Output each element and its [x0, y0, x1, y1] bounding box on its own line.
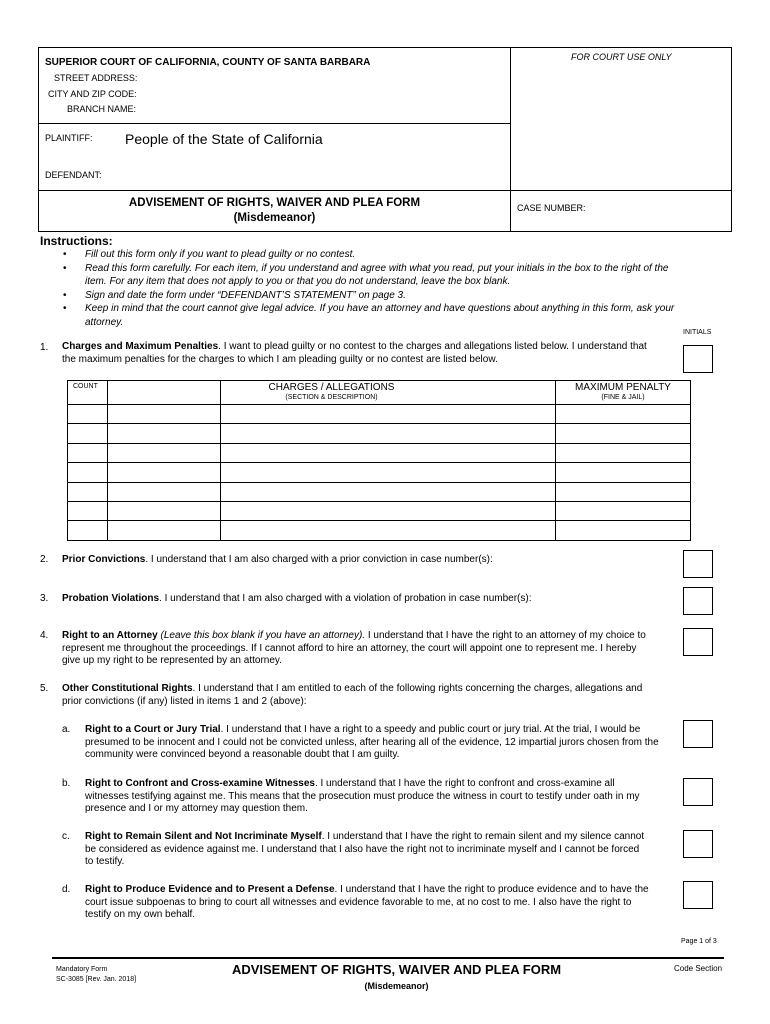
penalty-cell[interactable]	[556, 463, 691, 482]
section-cell[interactable]	[108, 463, 221, 482]
section-body: I understand that I have the right to an attorney of my choice to represent me throughout the proceedings. If I cannot afford to hire an attorney, the court will appoint one to represent me. I hereby give up my right to be represented by an attorney.	[62, 630, 646, 667]
section-5a-text	[85, 724, 673, 762]
section-1-text	[62, 341, 657, 366]
section-body: . I understand that I have a right to a speedy and public court or jury trial. At the trial, I would be presumed to be innocent and I could not be convicted unless, after hearing all of the evidence, 12 impartial jurors chosen from the community were convinced beyond a reasonable doubt that I am guilty.	[85, 724, 659, 761]
charges-table	[67, 380, 691, 541]
table-header-row	[68, 381, 691, 405]
penalty-header-text: MAXIMUM PENALTY	[575, 382, 671, 393]
street-address-label: STREET ADDRESS:	[54, 73, 138, 83]
section-note: (Leave this box blank if you have an attorney).	[157, 630, 366, 641]
penalty-header	[556, 381, 691, 405]
section-cell[interactable]	[108, 424, 221, 443]
charges-subheader-text: (SECTION & DESCRIPTION)	[285, 394, 378, 401]
mandatory-form-label: Mandatory Form	[56, 966, 108, 973]
subsection-letter: a.	[62, 724, 71, 735]
penalty-subheader-text: (FINE & JAIL)	[601, 394, 645, 401]
table-row	[68, 521, 691, 540]
case-number-label: CASE NUMBER:	[517, 203, 586, 213]
court-use-label: FOR COURT USE ONLY	[571, 52, 672, 62]
instructions-heading: Instructions:	[40, 234, 113, 248]
subsection-letter: d.	[62, 884, 71, 895]
charges-header	[221, 381, 556, 405]
section-title: Right to Remain Silent and Not Incriminate Myself	[85, 831, 322, 842]
section-number: 3.	[40, 593, 49, 604]
count-cell[interactable]	[68, 424, 108, 443]
code-section-label: Code Section	[674, 964, 723, 973]
table-row	[68, 424, 691, 443]
section-body: . I understand that I am also charged with a prior conviction in case number(s):	[145, 554, 493, 565]
count-cell[interactable]	[68, 482, 108, 501]
penalty-cell[interactable]	[556, 405, 691, 424]
section-title: Right to Confront and Cross-examine Witnesses	[85, 778, 315, 789]
table-row	[68, 482, 691, 501]
charges-header-text: CHARGES / ALLEGATIONS	[268, 382, 395, 393]
initials-box[interactable]	[683, 550, 713, 578]
form-title-text: ADVISEMENT OF RIGHTS, WAIVER AND PLEA FORM	[128, 197, 421, 209]
section-cell[interactable]	[108, 443, 221, 462]
section-title: Right to a Court or Jury Trial	[85, 724, 221, 735]
table-row	[68, 405, 691, 424]
table-row	[68, 501, 691, 520]
description-cell[interactable]	[221, 463, 556, 482]
header-rule	[38, 123, 511, 124]
initials-box[interactable]	[683, 587, 713, 615]
count-cell[interactable]	[68, 521, 108, 540]
section-number: 2.	[40, 554, 49, 565]
initials-box[interactable]	[683, 881, 713, 909]
section-title: Right to an Attorney	[62, 630, 158, 641]
count-cell[interactable]	[68, 501, 108, 520]
defendant-label: DEFENDANT:	[45, 170, 102, 180]
description-cell[interactable]	[221, 521, 556, 540]
section-number: 1.	[40, 342, 49, 353]
initials-box[interactable]	[683, 830, 713, 858]
description-cell[interactable]	[221, 501, 556, 520]
table-row	[68, 463, 691, 482]
penalty-cell[interactable]	[556, 443, 691, 462]
section-body: . I understand that I am also charged with a violation of probation in case number(s):	[159, 593, 532, 604]
branch-name-label: BRANCH NAME:	[67, 104, 137, 114]
initials-box[interactable]	[683, 628, 713, 656]
section-number: 5.	[40, 683, 49, 694]
penalty-cell[interactable]	[556, 424, 691, 443]
section-title: Other Constitutional Rights	[62, 683, 193, 694]
section-number: 4.	[40, 630, 49, 641]
count-header	[68, 381, 108, 405]
section-body: . I understand that I have the right to produce evidence and to have the court issue subpoenas to bring to court all witnesses and evidence favorable to me, at no cost to me. I also have the right to testify on my own behalf.	[85, 884, 649, 921]
section-3-text	[62, 593, 662, 606]
form-title	[38, 196, 511, 226]
description-cell[interactable]	[221, 424, 556, 443]
footer-subtitle: (Misdemeanor)	[364, 981, 429, 991]
description-cell[interactable]	[221, 443, 556, 462]
count-cell[interactable]	[68, 463, 108, 482]
section-title: Right to Produce Evidence and to Present a Defense	[85, 884, 335, 895]
form-number: SC-3085 [Rev. Jan. 2018]	[56, 976, 137, 983]
section-2-text	[62, 554, 662, 567]
table-row	[68, 443, 691, 462]
footer-title: ADVISEMENT OF RIGHTS, WAIVER AND PLEA FORM	[231, 962, 562, 977]
section-body: . I understand that I have the right to confront and cross-examine all witnesses testifying against me. This means that the prosecution must produce the witness in court to testify under oath in my presence and I or my attorney may question them.	[85, 778, 640, 815]
description-cell[interactable]	[221, 405, 556, 424]
instruction-item: • Keep in mind that the court cannot give legal advice. If you have an attorney and have questions about anything in this form, ask your attorney.	[63, 302, 688, 329]
initials-box[interactable]	[683, 720, 713, 748]
section-cell[interactable]	[108, 482, 221, 501]
page-number: Page 1 of 3	[681, 938, 717, 945]
section-cell[interactable]	[108, 405, 221, 424]
city-zip-label: CITY AND ZIP CODE:	[48, 89, 137, 99]
section-body: . I understand that I am entitled to each of the following rights concerning the charges, allegations and prior convictions (if any) listed in items 1 and 2 (above):	[62, 683, 643, 707]
instructions-list	[63, 248, 688, 329]
header-rule	[38, 190, 732, 191]
plaintiff-label: PLAINTIFF:	[45, 133, 93, 143]
count-cell[interactable]	[68, 405, 108, 424]
court-name: SUPERIOR COURT OF CALIFORNIA, COUNTY OF SANTA BARBARA	[45, 57, 371, 68]
subsection-letter: b.	[62, 778, 71, 789]
section-body: . I want to plead guilty or no contest to the charges and allegations listed below. I understand that the maximum penalties for the charges to which I am pleading guilty or no contest are listed below.	[62, 341, 647, 365]
footer-rule	[52, 957, 724, 959]
instruction-item: • Read this form carefully. For each item, if you understand and agree with what you read, put your initials in the box to the right of the item. For any item that does not apply to you or that you do not understand, leave the box blank.	[63, 262, 688, 289]
penalty-cell[interactable]	[556, 501, 691, 520]
plaintiff-value[interactable]: People of the State of California	[125, 131, 323, 147]
section-body: . I understand that I have the right to remain silent and my silence cannot be considered as evidence against me. I understand that I also have the right not to incriminate myself and I cannot be forced to testify.	[85, 831, 645, 868]
section-4-text	[62, 630, 657, 668]
initials-box[interactable]	[683, 345, 713, 373]
section-cell[interactable]	[108, 501, 221, 520]
section-title: Probation Violations	[62, 593, 160, 604]
count-header-text: COUNT	[73, 383, 98, 390]
initials-label: INITIALS	[683, 329, 712, 336]
form-id-block	[56, 965, 136, 985]
subsection-letter: c.	[62, 831, 70, 842]
instruction-item: • Sign and date the form under “DEFENDANT’S STATEMENT” on page 3.	[63, 289, 688, 303]
instruction-item: • Fill out this form only if you want to plead guilty or no contest.	[63, 248, 688, 262]
section-title: Prior Convictions	[62, 554, 146, 565]
section-title: Charges and Maximum Penalties	[62, 341, 219, 352]
section-5d-text	[85, 884, 650, 922]
section-5c-text	[85, 831, 650, 869]
initials-box[interactable]	[683, 778, 713, 806]
count-cell[interactable]	[68, 443, 108, 462]
penalty-cell[interactable]	[556, 521, 691, 540]
form-subtitle: (Misdemeanor)	[233, 212, 316, 224]
section-5-text	[62, 683, 662, 708]
description-cell[interactable]	[221, 482, 556, 501]
section-5b-text	[85, 778, 645, 816]
section-cell[interactable]	[108, 521, 221, 540]
penalty-cell[interactable]	[556, 482, 691, 501]
